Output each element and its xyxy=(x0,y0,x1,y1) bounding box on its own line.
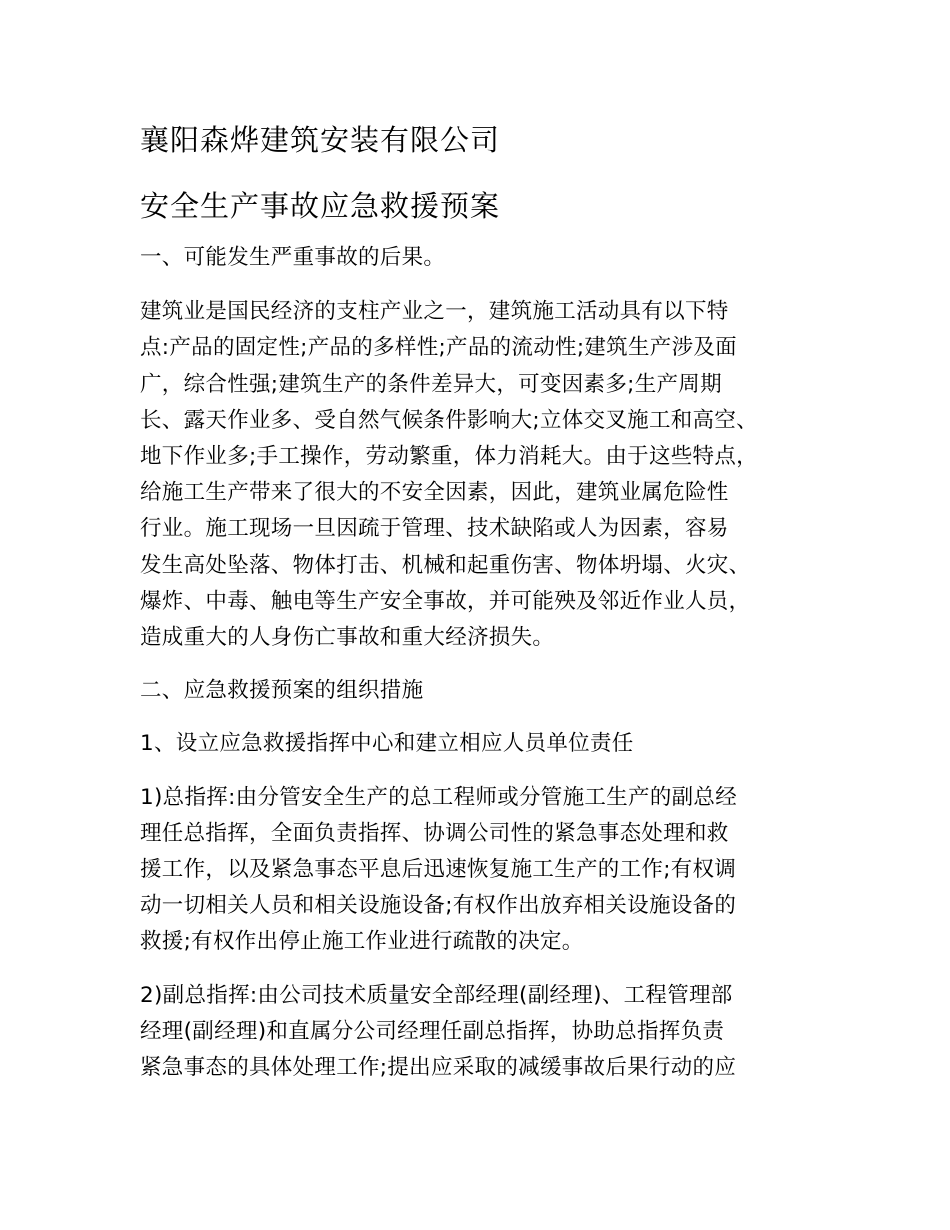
body-line: 1)总指挥:由分管安全生产的总工程师或分管施工生产的副总经 xyxy=(140,784,738,810)
body-line: 点:产品的固定性;产品的多样性;产品的流动性;建筑生产涉及面 xyxy=(140,335,737,361)
body-line: 造成重大的人身伤亡事故和重大经济损失。 xyxy=(140,625,555,651)
section1-body xyxy=(140,294,830,656)
section2-heading: 二、应急救援预案的组织措施 xyxy=(140,678,424,704)
body-line: 救援;有权作出停止施工作业进行疏散的决定。 xyxy=(140,929,584,955)
body-line: 发生高处坠落、物体打击、机械和起重伤害、物体坍塌、火灾、 xyxy=(140,552,751,578)
body-line: 广，综合性强;建筑生产的条件差异大，可变因素多;生产周期 xyxy=(140,371,722,397)
body-line: 爆炸、中毒、触电等生产安全事故，并可能殃及邻近作业人员， xyxy=(140,588,751,614)
body-line: 经理(副经理)和直属分公司经理任副总指挥，协助总指挥负责 xyxy=(140,1018,725,1044)
body-line: 2)副总指挥:由公司技术质量安全部经理(副经理)、工程管理部 xyxy=(140,982,733,1008)
body-line: 紧急事态的具体处理工作;提出应采取的减缓事故后果行动的应 xyxy=(140,1055,737,1081)
body-line: 援工作，以及紧急事态平息后迅速恢复施工生产的工作;有权调 xyxy=(140,857,737,883)
body-line: 给施工生产带来了很大的不安全因素，因此，建筑业属危险性 xyxy=(140,480,729,506)
body-line: 行业。施工现场一旦因疏于管理、技术缺陷或人为因素，容易 xyxy=(140,516,729,542)
company-title: 襄阳森烨建筑安装有限公司 xyxy=(140,123,501,157)
body-line: 动一切相关人员和相关设施设备;有权作出放弃相关设施设备的 xyxy=(140,893,737,919)
body-line: 长、露天作业多、受自然气候条件影响大;立体交叉施工和高空、 xyxy=(140,407,758,433)
subsection1-heading: 1、设立应急救援指挥中心和建立相应人员单位责任 xyxy=(140,731,634,757)
item2-deputy-commander xyxy=(140,978,830,1087)
body-line: 建筑业是国民经济的支柱产业之一，建筑施工活动具有以下特 xyxy=(140,299,729,325)
item1-commander xyxy=(140,780,830,961)
plan-title: 安全生产事故应急救援预案 xyxy=(140,189,501,223)
body-line: 理任总指挥，全面负责指挥、协调公司性的紧急事态处理和救 xyxy=(140,820,729,846)
body-line: 地下作业多;手工操作，劳动繁重，体力消耗大。由于这些特点， xyxy=(140,444,758,470)
section1-heading: 一、可能发生严重事故的后果。 xyxy=(140,245,446,270)
document-content xyxy=(140,118,830,1086)
